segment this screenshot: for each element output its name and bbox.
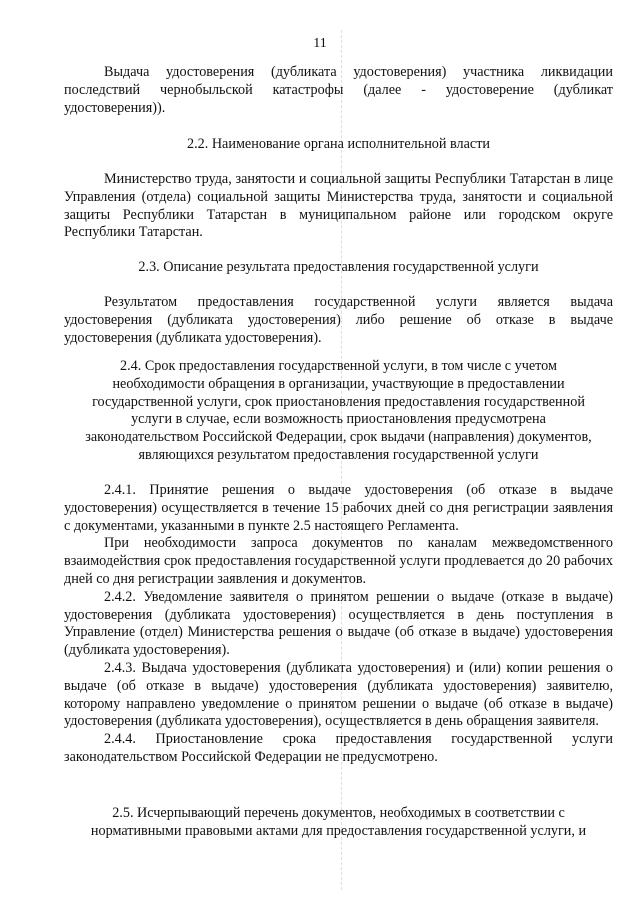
heading-line: 2.5. Исчерпывающий перечень документов, необходимых в соответствии с <box>112 805 565 821</box>
paragraph-2-4-3: 2.4.3. Выдача удостоверения (дубликата удостоверения) и (или) копии решения о выдаче (об отказе в выдаче) удостоверения (дубликата удостоверения) заявителю, которому направлено уведомление о принятом решении о выдаче (об отказе в выдаче) удостоверения (дубликата удостоверения), осуществляется в день обращения заявителя. <box>64 659 613 730</box>
heading-line: нормативными правовыми актами для предоставления государственной услуги, и <box>90 822 587 839</box>
intro-paragraph: Выдача удостоверения (дубликата удостоверения) участника ликвидации последствий чернобыльской катастрофы (далее - удостоверение (дубликат удостоверения)). <box>64 64 613 116</box>
heading-line: услуги в случае, если возможность приостановления предусмотрена <box>131 411 546 428</box>
section-2-4-body <box>64 482 613 767</box>
heading-line: являющихся результатом предоставления государственной услуги <box>138 446 539 463</box>
section-2-4-heading <box>64 358 613 465</box>
paragraph-2-4-2: 2.4.2. Уведомление заявителя о принятом решении о выдаче (отказе в выдаче) удостоверения (дубликата удостоверения) осуществляется в день поступления в Управление (отдел) Министерства решения о выдаче (об отказе в выдаче) удостоверения (дубликата удостоверения). <box>64 588 613 659</box>
heading-line: государственной услуги, срок приостановления предоставления государственной <box>92 393 585 410</box>
page-number: 11 <box>313 36 327 51</box>
paragraph-2-4-1: 2.4.1. Принятие решения о выдаче удостоверения (об отказе в выдаче удостоверения) осуществляется в течение 15 рабочих дней со дня регистрации заявления с документами, указанными в пункте 2.5 настоящего Регламента. <box>64 482 613 534</box>
paragraph-2-4-4: 2.4.4. Приостановление срока предоставления государственной услуги законодательством Российской Федерации не предусмотрено. <box>64 731 613 765</box>
heading-line: необходимости обращения в организации, участвующие в предоставлении <box>112 375 565 392</box>
section-2-2-heading: 2.2. Наименование органа исполнительной власти <box>186 136 490 152</box>
section-2-2-body: Министерство труда, занятости и социальной защиты Республики Татарстан в лице Управления (отдела) социальной защиты Министерства труда, занятости и социальной защиты Республики Татарстан в муниципальном районе или городском округе Республики Татарстан. <box>64 171 613 241</box>
section-2-3-heading: 2.3. Описание результата предоставления государственной услуги <box>138 259 539 275</box>
section-2-3-body: Результатом предоставления государственной услуги является выдача удостоверения (дубликата удостоверения) либо решение об отказе в выдаче удостоверения (дубликата удостоверения). <box>64 294 613 346</box>
heading-line: законодательством Российской Федерации, срок выдачи (направления) документов, <box>85 429 592 446</box>
heading-line: 2.4. Срок предоставления государственной услуги, в том числе с учетом <box>120 358 557 374</box>
section-2-5-heading <box>64 805 613 841</box>
paragraph-2-4-1-extension: При необходимости запроса документов по каналам межведомственного взаимодействия срок предоставления государственной услуги продлевается до 20 рабочих дней со дня регистрации заявления и документов. <box>64 535 613 587</box>
